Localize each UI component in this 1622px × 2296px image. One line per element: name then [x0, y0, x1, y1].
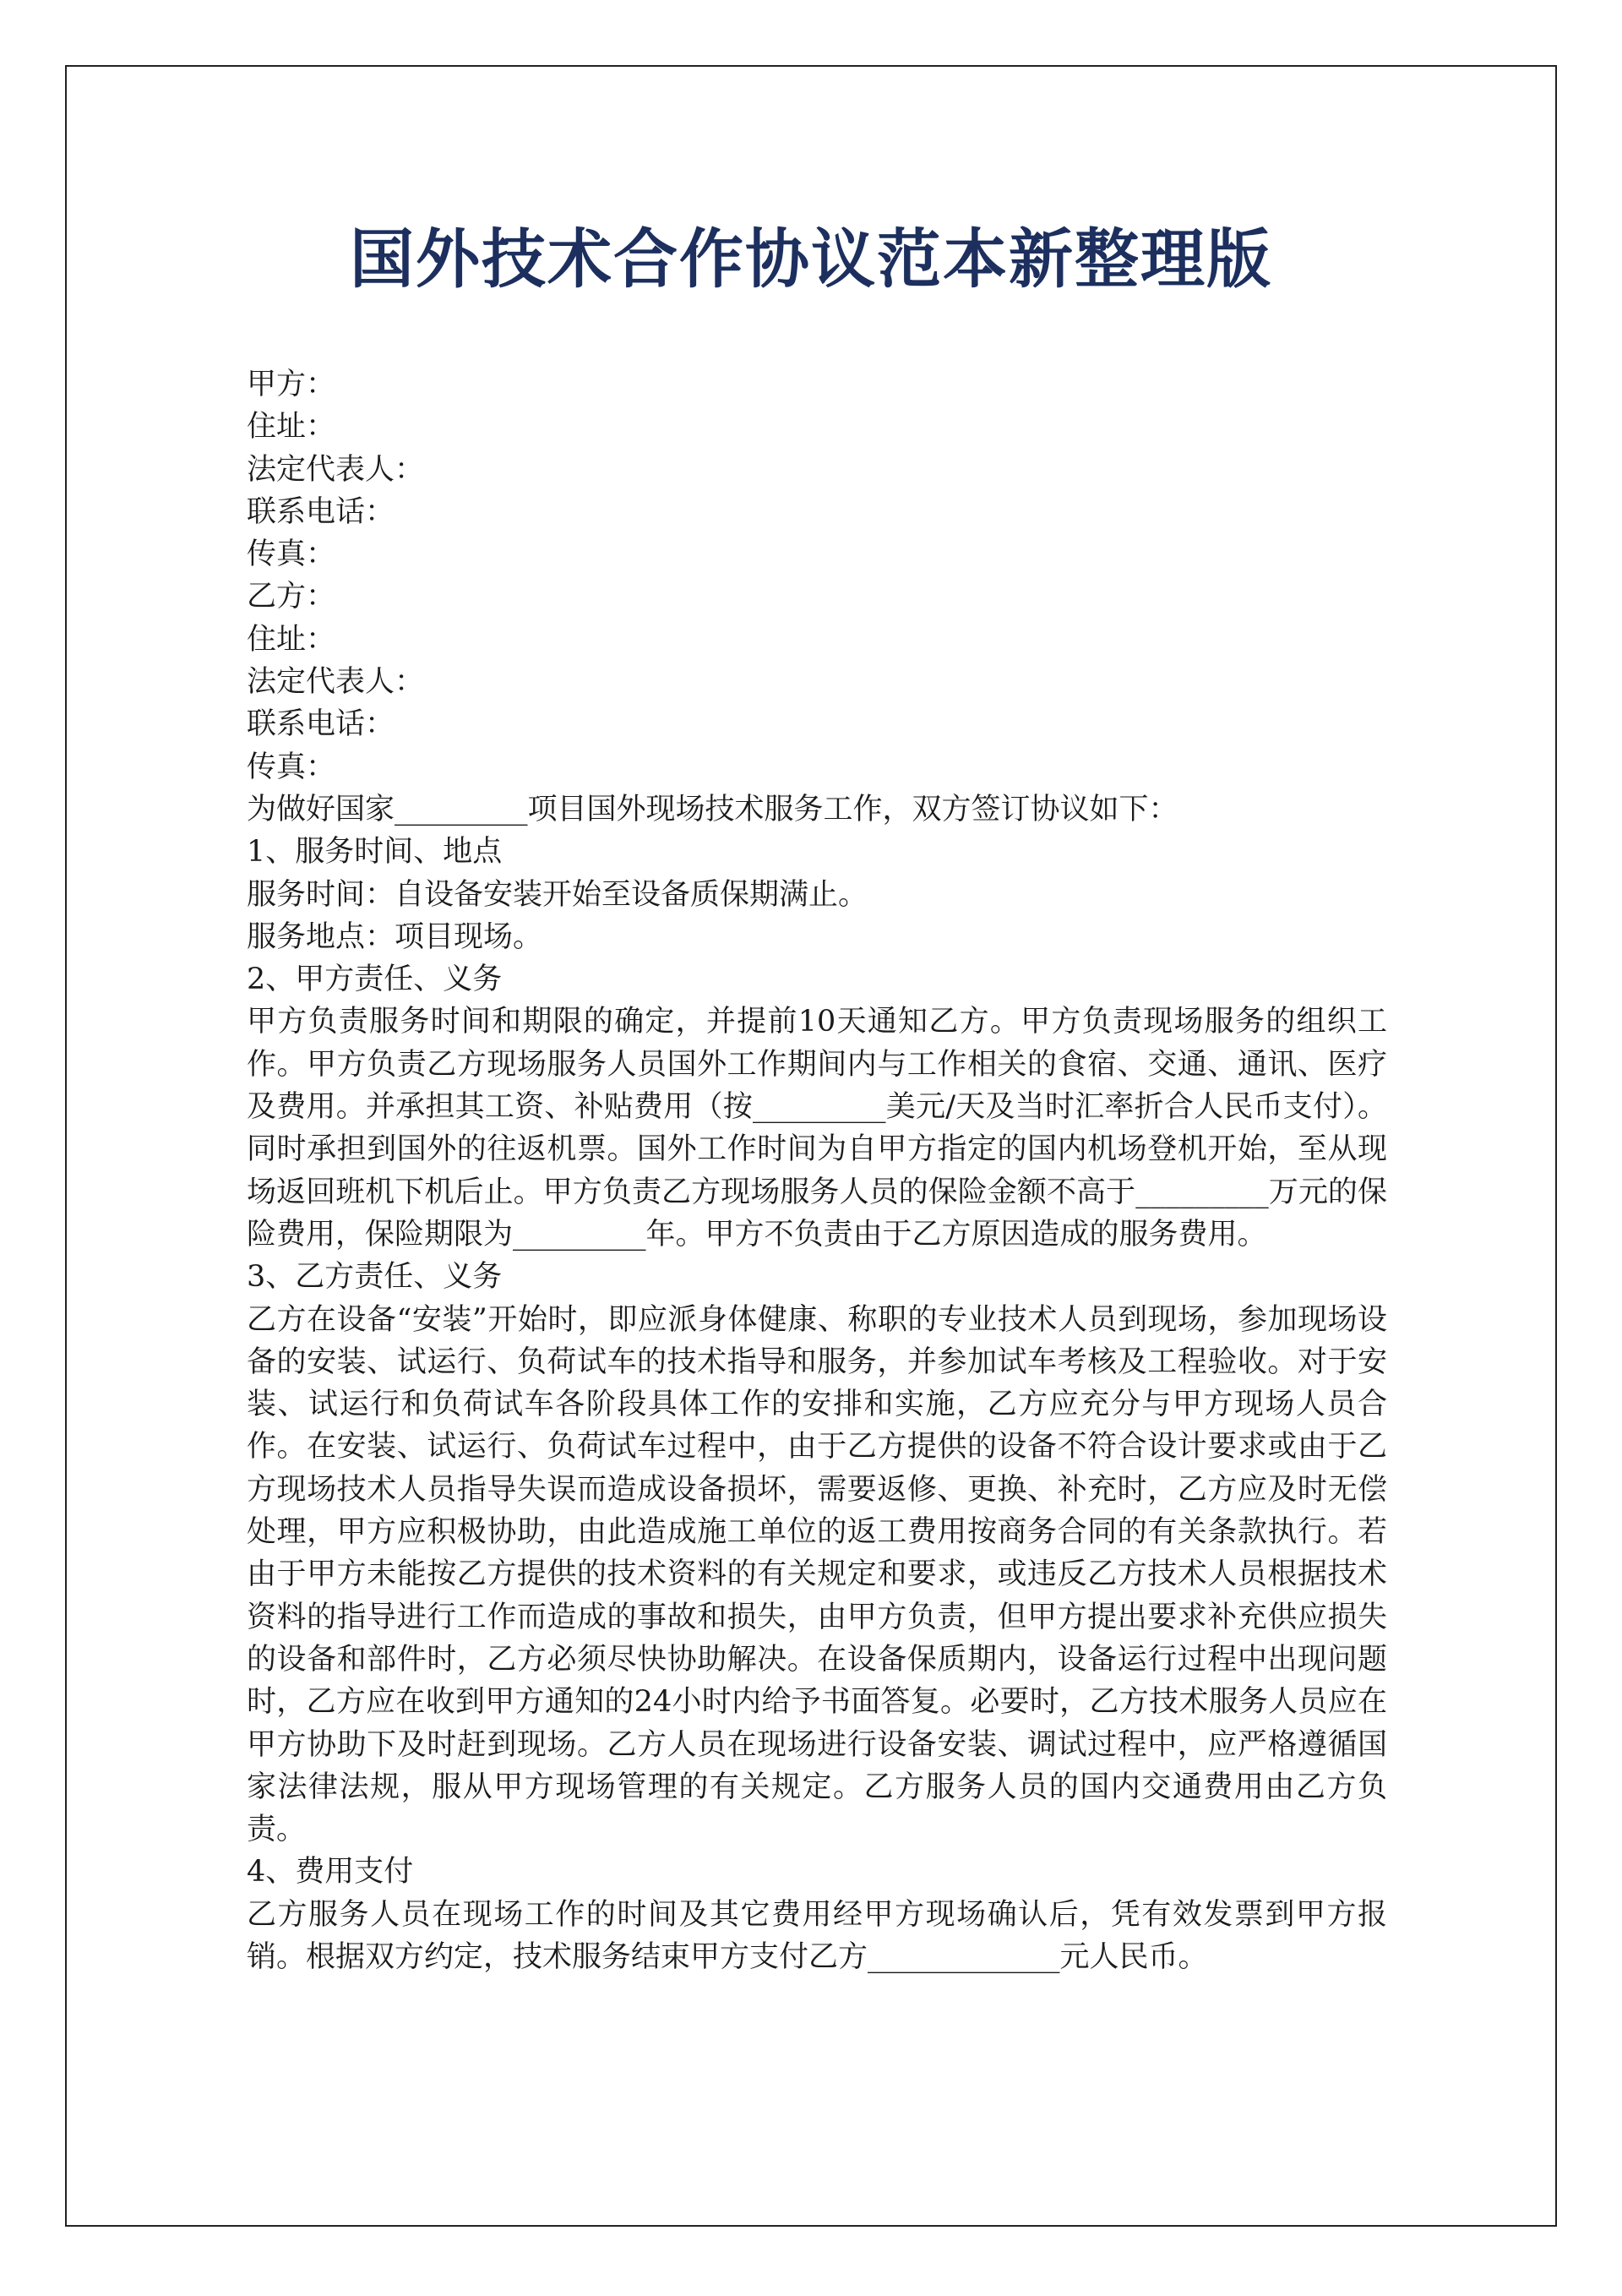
- document-body: [247, 363, 1387, 1978]
- section-1-service-place: 服务地点：项目现场。: [247, 919, 543, 954]
- section-2-heading: 2、甲方责任、义务: [247, 963, 503, 997]
- intro-paragraph: 为做好国家_________项目国外现场技术服务工作，双方签订协议如下：: [247, 792, 1178, 826]
- party-b-legal-rep: 法定代表人：: [247, 665, 425, 700]
- party-b-phone: 联系电话：: [247, 707, 395, 742]
- party-a-address: 住址：: [247, 410, 336, 444]
- section-2-body: 甲方负责服务时间和期限的确定，并提前10天通知乙方。甲方负责现场服务的组织工作。甲方负责乙方现场服务人员国外工作期间内与工作相关的食宿、交通、通讯、医疗及费用。并承担其工资、补贴费用（按_________美元/天及当时汇率折合人民币支付）。同时承担到国外的往返机票。国外工作时间为自甲方指定的国内机场登机开始，至从现场返回班机下机后止。甲方负责乙方现场服务人员的保险金额不高于_________万元的保险费用，保险期限为_________年。甲方不负责由于乙方原因造成的服务费用。: [247, 1005, 1387, 1252]
- section-4-heading: 4、费用支付: [247, 1855, 414, 1890]
- document-title: 国外技术合作协议范本新整理版: [350, 221, 1272, 297]
- section-3-body: 乙方在设备“安装”开始时，即应派身体健康、称职的专业技术人员到现场，参加现场设备的安装、试运行、负荷试车的技术指导和服务，并参加试车考核及工程验收。对于安装、试运行和负荷试车各阶段具体工作的安排和实施，乙方应充分与甲方现场人员合作。在安装、试运行、负荷试车过程中，由于乙方提供的设备不符合设计要求或由于乙方现场技术人员指导失误而造成设备损坏，需要返修、更换、补充时，乙方应及时无偿处理，甲方应积极协助，由此造成施工单位的返工费用按商务合同的有关条款执行。若由于甲方未能按乙方提供的技术资料的有关规定和要求，或违反乙方技术人员根据技术资料的指导进行工作而造成的事故和损失，由甲方负责，但甲方提出要求补充供应损失的设备和部件时，乙方必须尽快协助解决。在设备保质期内，设备运行过程中出现问题时，乙方应在收到甲方通知的24小时内给予书面答复。必要时，乙方技术服务人员应在甲方协助下及时赶到现场。乙方人员在现场进行设备安装、调试过程中，应严格遵循国家法律法规，服从甲方现场管理的有关规定。乙方服务人员的国内交通费用由乙方负责。: [247, 1302, 1387, 1847]
- section-4-body: 乙方服务人员在现场工作的时间及其它费用经甲方现场确认后，凭有效发票到甲方报销。根据双方约定，技术服务结束甲方支付乙方_____________元人民币。: [247, 1897, 1387, 1974]
- section-1-service-time: 服务时间：自设备安装开始至设备质保期满止。: [247, 877, 868, 912]
- party-a-fax: 传真：: [247, 537, 336, 572]
- section-1-heading: 1、服务时间、地点: [247, 835, 503, 870]
- party-a-legal-rep: 法定代表人：: [247, 452, 425, 487]
- party-b-label: 乙方：: [247, 580, 336, 614]
- party-a-phone: 联系电话：: [247, 494, 395, 529]
- section-3-heading: 3、乙方责任、义务: [247, 1260, 503, 1295]
- party-b-fax: 传真：: [247, 750, 336, 784]
- party-a-label: 甲方：: [247, 368, 336, 401]
- party-b-address: 住址：: [247, 622, 336, 657]
